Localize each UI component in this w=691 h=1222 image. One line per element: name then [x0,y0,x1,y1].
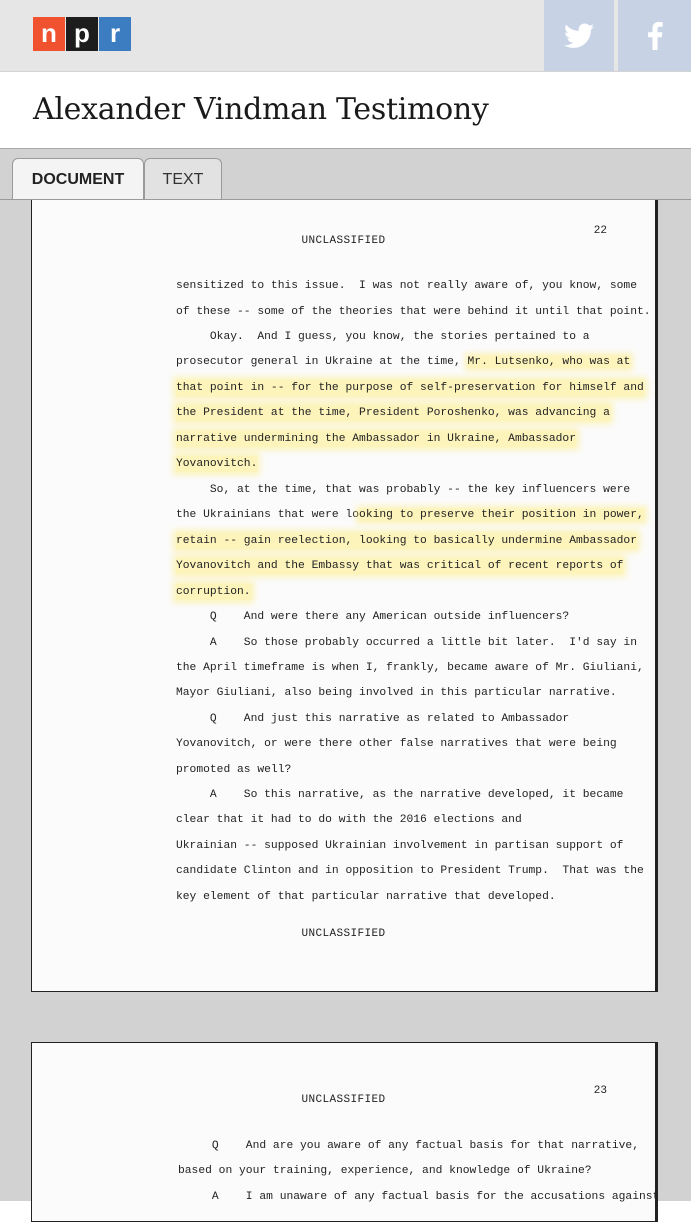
text-line: candidate Clinton and in opposition to President Trump. That was the [176,865,644,877]
npr-logo[interactable] [33,17,132,51]
text-line: based on your training, experience, and knowledge of Ukraine? [178,1165,592,1177]
text-line: the April timeframe is when I, frankly, became aware of Mr. Giuliani, [176,662,644,674]
npr-logo-r: r [99,17,131,51]
text-line-highlighted: retain -- gain reelection, looking to basically undermine Ambassador [176,535,637,547]
text-line-highlighted: narrative undermining the Ambassador in Ukraine, Ambassador [176,433,576,445]
document-page-22 [31,200,658,992]
text-line: Q And just this narrative as related to Ambassador [176,713,570,725]
text-line: A So this narrative, as the narrative developed, it became [176,789,624,801]
text-line: clear that it had to do with the 2016 elections and [176,814,522,826]
top-bar [0,0,691,72]
text-line: Mayor Giuliani, also being involved in this particular narrative. [176,687,617,699]
text-line-highlighted: Yovanovitch. [176,458,258,470]
text-line: So, at the time, that was probably -- the key influencers were [176,484,631,496]
text-line: A So those probably occurred a little bit later. I'd say in [176,637,637,649]
text-line: key element of that particular narrative that developed. [176,891,556,903]
twitter-share-button[interactable] [544,0,614,71]
text-line-highlighted: that point in -- for the purpose of self-preservation for himself and [176,382,644,394]
text-line: Q And are you aware of any factual basis for that narrative, [178,1140,639,1152]
facebook-share-button[interactable] [618,0,691,71]
tab-text[interactable]: TEXT [144,158,222,200]
npr-logo-p: p [66,17,98,51]
text-line: Ukrainian -- supposed Ukrainian involvement in partisan support of [176,840,624,852]
classification-footer: UNCLASSIFIED [301,928,386,940]
text-line: prosecutor general in Ukraine at the time, Mr. Lutsenko, who was at [176,356,631,368]
page-number: 23 [593,1085,607,1097]
text-line-highlighted: the President at the time, President Poroshenko, was advancing a [176,407,610,419]
twitter-icon [564,23,594,49]
text-line-highlighted: corruption. [176,586,251,598]
text-line: of these -- some of the theories that were behind it until that point. [176,306,651,318]
text-line: promoted as well? [176,764,292,776]
text-line: sensitized to this issue. I was not really aware of, you know, some [176,280,637,292]
tab-document[interactable]: DOCUMENT [12,158,144,200]
text-line: Yovanovitch, or were there other false narratives that were being [176,738,617,750]
text-line: the Ukrainians that were looking to preserve their position in power, [176,509,644,521]
text-line: Okay. And I guess, you know, the stories pertained to a [176,331,590,343]
text-line: Q And were there any American outside influencers? [176,611,570,623]
classification-header: UNCLASSIFIED [301,235,386,247]
page-number: 22 [593,225,607,237]
npr-logo-n: n [33,17,65,51]
page-title: Alexander Vindman Testimony [33,92,489,127]
text-line-highlighted: Yovanovitch and the Embassy that was critical of recent reports of [176,560,624,572]
facebook-icon [647,22,663,50]
classification-header: UNCLASSIFIED [301,1094,386,1106]
text-line: A I am unaware of any factual basis for the accusations against [178,1191,660,1203]
document-page-23 [31,1042,658,1222]
